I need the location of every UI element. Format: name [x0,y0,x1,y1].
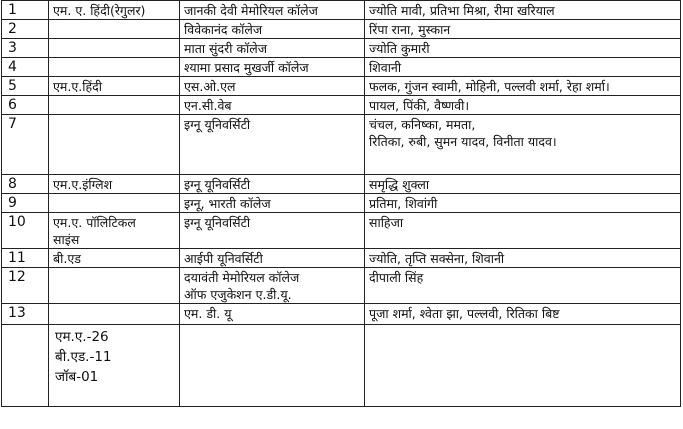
names-cell-line: ज्योति, तृप्ति सक्सेना, शिवानी [369,251,505,266]
table-row [2,1,681,20]
college-cell-line: एन.सी.वेब [184,98,232,113]
serial-number: 7 [2,115,49,175]
serial-number: 6 [2,96,49,115]
summary-row [2,325,681,407]
course-cell-line: एम.ए.इंग्लिश [53,177,113,192]
course-cell-line: एम.ए.हिंदी [53,79,102,94]
serial-number: 4 [2,58,49,77]
names-cell [365,39,681,58]
college-cell-line: इग्नू, भारती कॉलेज [184,196,271,211]
serial-number: 3 [2,39,49,58]
names-cell-line: साहिजा [369,215,404,230]
college-cell [180,213,365,249]
names-cell-line: दीपाली सिंह [369,270,424,285]
names-cell [365,77,681,96]
table-row [2,77,681,96]
table-row [2,175,681,194]
summary-cell-line: बी.एड.-11 [55,349,112,365]
names-cell [365,175,681,194]
summary-cell-line: जॉब-01 [55,369,99,385]
college-cell [180,77,365,96]
college-cell [180,39,365,58]
names-cell [365,268,681,304]
college-cell [180,194,365,213]
empty-cell [2,325,49,407]
course-cell [49,1,180,20]
table-row [2,304,681,325]
names-cell-line: ज्योति कुमारी [369,41,430,56]
names-cell [365,58,681,77]
empty-cell [180,325,365,407]
names-cell [365,304,681,325]
names-cell [365,194,681,213]
names-cell [365,115,681,175]
college-cell-line: एम. डी. यू [184,306,232,321]
college-cell-line: एस.ओ.एल [184,79,236,94]
course-cell [49,39,180,58]
college-cell-line: इग्नू यूनिवर्सिटी [184,177,251,192]
serial-number: 10 [2,213,49,249]
serial-number: 8 [2,175,49,194]
college-cell [180,20,365,39]
college-cell [180,249,365,268]
college-cell [180,175,365,194]
students-table [1,0,681,407]
college-cell [180,268,365,304]
table-body [2,1,681,407]
course-cell [49,115,180,175]
college-cell-line: इग्नू यूनिवर्सिटी [184,215,251,230]
course-cell [49,77,180,96]
names-cell-line: समृद्धि शुक्ला [369,177,430,192]
serial-number: 2 [2,20,49,39]
course-cell-line: बी.एड [53,251,81,266]
course-cell-line: एम.ए. पॉलिटिकल [53,215,136,230]
college-cell [180,58,365,77]
names-cell [365,1,681,20]
table-row [2,268,681,304]
table-row [2,194,681,213]
college-cell-line: माता सुंदरी कॉलेज [184,41,268,56]
college-cell-line: ऑफ एजुकेशन ए.डी.यू. [184,287,292,302]
table-row [2,58,681,77]
course-cell [49,20,180,39]
names-cell-line: फलक, गुंजन स्वामी, मोहिनी, पल्लवी शर्मा, रेहा शर्मा। [369,79,610,94]
names-cell-line: ज्योति मावी, प्रतिभा मिश्रा, रीमा खरियाल [369,3,555,18]
table-row [2,213,681,249]
college-cell [180,96,365,115]
names-cell-line: प्रतिमा, शिवांगी [369,196,438,211]
college-cell [180,304,365,325]
summary-cell-line: एम.ए.-26 [55,329,109,345]
serial-number: 1 [2,1,49,20]
names-cell-line: पूजा शर्मा, श्वेता झा, पल्लवी, रितिका बिष्ट [369,306,560,321]
names-cell [365,213,681,249]
course-cell [49,58,180,77]
course-cell [49,213,180,249]
names-cell [365,249,681,268]
course-cell [49,268,180,304]
summary-cell [49,325,180,407]
course-cell [49,249,180,268]
course-cell [49,175,180,194]
names-cell-line: चंचल, कनिष्का, ममता, [369,117,476,132]
empty-cell [365,325,681,407]
college-cell [180,1,365,20]
names-cell-line: पायल, पिंकी, वैष्णवी। [369,98,470,113]
table-row [2,20,681,39]
college-cell [180,115,365,175]
course-cell-line: एम. ए. हिंदी(रेगुलर) [53,3,146,18]
course-cell [49,194,180,213]
college-cell-line: आईपी यूनिवर्सिटी [184,251,263,266]
course-cell [49,96,180,115]
serial-number: 13 [2,304,49,325]
names-cell-line: रिंपा राना, मुस्कान [369,22,451,37]
names-cell [365,20,681,39]
serial-number: 12 [2,268,49,304]
college-cell-line: दयावंती मेमोरियल कॉलेज [184,270,300,285]
serial-number: 5 [2,77,49,96]
serial-number: 9 [2,194,49,213]
college-cell-line: विवेकानंद कॉलेज [184,22,263,37]
table-row [2,249,681,268]
table-row [2,115,681,175]
college-cell-line: श्यामा प्रसाद मुखर्जी कॉलेज [184,60,309,75]
table-row [2,39,681,58]
names-cell [365,96,681,115]
college-cell-line: जानकी देवी मेमोरियल कॉलेज [184,3,318,18]
table-row [2,96,681,115]
serial-number: 11 [2,249,49,268]
course-cell-line: साइंस [53,232,80,247]
names-cell-line: शिवानी [369,60,402,75]
names-cell-line: रितिका, रुबी, सुमन यादव, विनीता यादव। [369,134,557,149]
college-cell-line: इग्नू यूनिवर्सिटी [184,117,251,132]
course-cell [49,304,180,325]
